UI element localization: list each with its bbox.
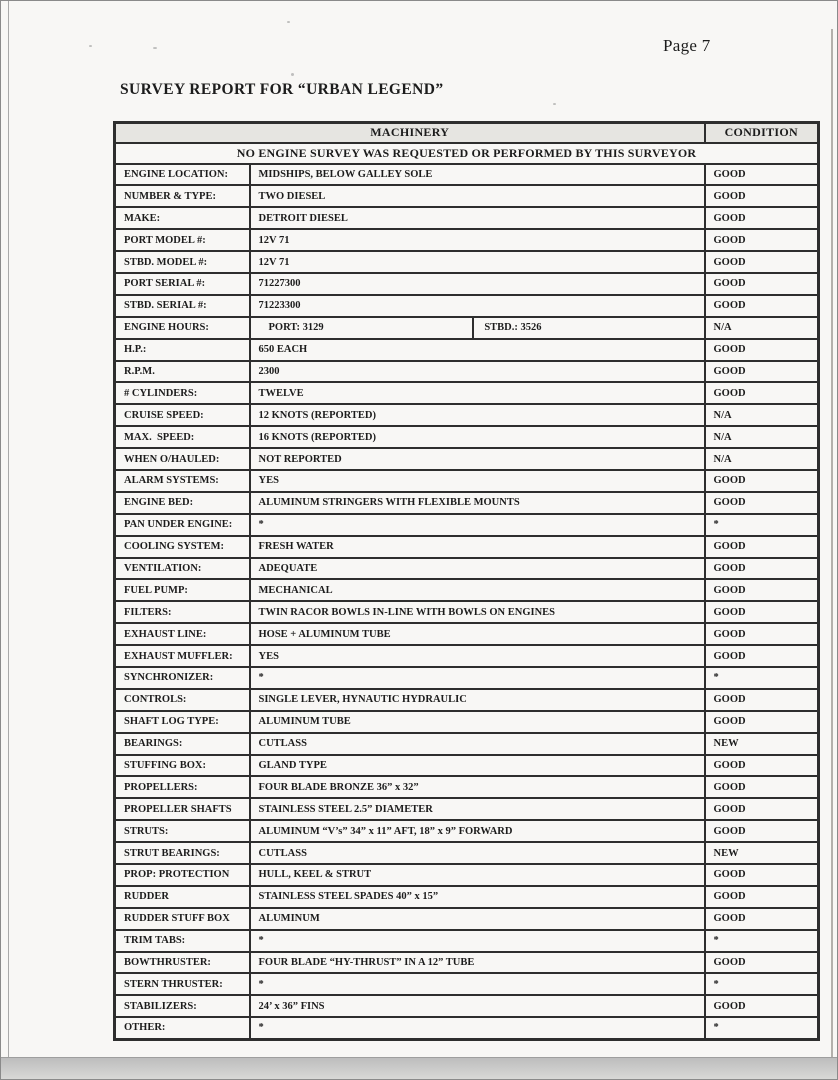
row-condition: * <box>705 973 819 995</box>
row-value: * <box>250 973 705 995</box>
table-row <box>115 448 819 470</box>
row-value: DETROIT DIESEL <box>250 207 705 229</box>
row-condition: GOOD <box>705 207 819 229</box>
row-condition: GOOD <box>705 295 819 317</box>
table-row <box>115 952 819 974</box>
row-condition: N/A <box>705 317 819 339</box>
row-condition: GOOD <box>705 864 819 886</box>
row-label: ENGINE LOCATION: <box>115 164 250 186</box>
row-value: CUTLASS <box>250 842 705 864</box>
table-row <box>115 601 819 623</box>
row-condition: GOOD <box>705 601 819 623</box>
row-label: ENGINE BED: <box>115 492 250 514</box>
table-row <box>115 995 819 1017</box>
row-label: COOLING SYSTEM: <box>115 536 250 558</box>
table-row <box>115 164 819 186</box>
row-label: STRUTS: <box>115 820 250 842</box>
row-condition: GOOD <box>705 273 819 295</box>
row-condition: GOOD <box>705 382 819 404</box>
row-value: 650 EACH <box>250 339 705 361</box>
table-row <box>115 776 819 798</box>
row-condition: GOOD <box>705 645 819 667</box>
row-value: YES <box>250 470 705 492</box>
row-label: STBD. MODEL #: <box>115 251 250 273</box>
table-row <box>115 908 819 930</box>
notice-row <box>115 143 819 164</box>
row-value: 12 KNOTS (REPORTED) <box>250 404 705 426</box>
machinery-table <box>113 121 820 1041</box>
row-label: PORT SERIAL #: <box>115 273 250 295</box>
row-condition: GOOD <box>705 251 819 273</box>
row-value: 12V 71 <box>250 229 705 251</box>
scan-speck <box>553 103 556 105</box>
row-value: FOUR BLADE BRONZE 36” x 32” <box>250 776 705 798</box>
row-condition: GOOD <box>705 776 819 798</box>
row-label: EXHAUST LINE: <box>115 623 250 645</box>
row-label: FILTERS: <box>115 601 250 623</box>
row-value: ALUMINUM <box>250 908 705 930</box>
row-value: 2300 <box>250 361 705 383</box>
row-value: FRESH WATER <box>250 536 705 558</box>
row-label: MAX. SPEED: <box>115 426 250 448</box>
row-label: MAKE: <box>115 207 250 229</box>
row-value: * <box>250 667 705 689</box>
scan-edge-right <box>831 29 833 1059</box>
table-row <box>115 536 819 558</box>
row-condition: GOOD <box>705 689 819 711</box>
table-row <box>115 930 819 952</box>
row-label: ENGINE HOURS: <box>115 317 250 339</box>
row-condition: GOOD <box>705 229 819 251</box>
row-value: MIDSHIPS, BELOW GALLEY SOLE <box>250 164 705 186</box>
row-condition: * <box>705 1017 819 1039</box>
row-value: HOSE + ALUMINUM TUBE <box>250 623 705 645</box>
row-condition: GOOD <box>705 536 819 558</box>
row-label: STRUT BEARINGS: <box>115 842 250 864</box>
row-label: EXHAUST MUFFLER: <box>115 645 250 667</box>
table-row <box>115 623 819 645</box>
table-row <box>115 295 819 317</box>
table-row <box>115 207 819 229</box>
row-condition: GOOD <box>705 339 819 361</box>
page-number: Page 7 <box>663 36 711 55</box>
row-value: 16 KNOTS (REPORTED) <box>250 426 705 448</box>
table-row <box>115 842 819 864</box>
row-value: STAINLESS STEEL 2.5” DIAMETER <box>250 798 705 820</box>
table-row <box>115 229 819 251</box>
row-value-stbd: STBD.: 3526 <box>484 322 542 334</box>
table-row <box>115 514 819 536</box>
row-condition: * <box>705 667 819 689</box>
row-label: SHAFT LOG TYPE: <box>115 711 250 733</box>
row-label: STUFFING BOX: <box>115 755 250 777</box>
row-label: ALARM SYSTEMS: <box>115 470 250 492</box>
row-value: MECHANICAL <box>250 579 705 601</box>
row-condition: GOOD <box>705 755 819 777</box>
row-label: H.P.: <box>115 339 250 361</box>
row-value: NOT REPORTED <box>250 448 705 470</box>
row-condition: GOOD <box>705 798 819 820</box>
row-value: SINGLE LEVER, HYNAUTIC HYDRAULIC <box>250 689 705 711</box>
row-condition: GOOD <box>705 361 819 383</box>
scan-speck <box>287 21 290 23</box>
row-value: CUTLASS <box>250 733 705 755</box>
row-value: 24’ x 36” FINS <box>250 995 705 1017</box>
row-condition: N/A <box>705 426 819 448</box>
row-value: FOUR BLADE “HY-THRUST” IN A 12” TUBE <box>250 952 705 974</box>
row-value: TWIN RACOR BOWLS IN-LINE WITH BOWLS ON ENGINES <box>250 601 705 623</box>
row-label: STABILIZERS: <box>115 995 250 1017</box>
row-condition: * <box>705 930 819 952</box>
row-label: SYNCHRONIZER: <box>115 667 250 689</box>
row-label: TRIM TABS: <box>115 930 250 952</box>
row-value: 71227300 <box>250 273 705 295</box>
row-condition: N/A <box>705 448 819 470</box>
row-value: 71223300 <box>250 295 705 317</box>
row-label: PAN UNDER ENGINE: <box>115 514 250 536</box>
row-value: ALUMINUM TUBE <box>250 711 705 733</box>
row-label: PROP: PROTECTION <box>115 864 250 886</box>
row-label: PROPELLERS: <box>115 776 250 798</box>
table-row <box>115 492 819 514</box>
table-row <box>115 645 819 667</box>
table-row <box>115 755 819 777</box>
row-condition: GOOD <box>705 908 819 930</box>
table-row <box>115 886 819 908</box>
table-row <box>115 317 819 339</box>
table-row <box>115 382 819 404</box>
row-value: GLAND TYPE <box>250 755 705 777</box>
scan-edge-bottom <box>1 1057 838 1080</box>
table-row <box>115 251 819 273</box>
row-label: BOWTHRUSTER: <box>115 952 250 974</box>
row-label: # CYLINDERS: <box>115 382 250 404</box>
row-value: HULL, KEEL & STRUT <box>250 864 705 886</box>
row-condition: GOOD <box>705 995 819 1017</box>
condition-header: CONDITION <box>705 123 819 143</box>
scan-speck <box>291 73 294 76</box>
row-value: TWELVE <box>250 382 705 404</box>
table-row <box>115 798 819 820</box>
row-condition: GOOD <box>705 952 819 974</box>
row-condition: GOOD <box>705 886 819 908</box>
row-value: STAINLESS STEEL SPADES 40” x 15” <box>250 886 705 908</box>
row-label: CONTROLS: <box>115 689 250 711</box>
row-condition: GOOD <box>705 711 819 733</box>
row-label: WHEN O/HAULED: <box>115 448 250 470</box>
row-value: * <box>250 1017 705 1039</box>
row-condition: GOOD <box>705 579 819 601</box>
table-row <box>115 711 819 733</box>
table-row <box>115 558 819 580</box>
scan-edge-left <box>8 1 9 1080</box>
row-label: R.P.M. <box>115 361 250 383</box>
row-label: FUEL PUMP: <box>115 579 250 601</box>
row-condition: N/A <box>705 404 819 426</box>
row-label: RUDDER <box>115 886 250 908</box>
machinery-table-body <box>115 123 819 1040</box>
row-condition: GOOD <box>705 185 819 207</box>
row-condition: GOOD <box>705 820 819 842</box>
notice-text: NO ENGINE SURVEY WAS REQUESTED OR PERFORMED BY THIS SURVEYOR <box>115 143 819 164</box>
row-label: VENTILATION: <box>115 558 250 580</box>
machinery-header: MACHINERY <box>115 123 705 143</box>
table-row <box>115 470 819 492</box>
row-label: OTHER: <box>115 1017 250 1039</box>
row-label: PORT MODEL #: <box>115 229 250 251</box>
row-value: * <box>250 514 705 536</box>
row-condition: NEW <box>705 842 819 864</box>
report-title: SURVEY REPORT FOR “URBAN LEGEND” <box>120 81 444 98</box>
scan-speck <box>89 45 92 47</box>
table-row <box>115 1017 819 1039</box>
row-value: YES <box>250 645 705 667</box>
table-row <box>115 273 819 295</box>
row-condition: GOOD <box>705 623 819 645</box>
table-row <box>115 820 819 842</box>
row-label: PROPELLER SHAFTS <box>115 798 250 820</box>
scan-speck <box>153 47 157 49</box>
table-row <box>115 689 819 711</box>
table-row <box>115 864 819 886</box>
table-row <box>115 579 819 601</box>
row-value: * <box>250 930 705 952</box>
table-header-row <box>115 123 819 143</box>
row-condition: NEW <box>705 733 819 755</box>
table-row <box>115 973 819 995</box>
row-label: STBD. SERIAL #: <box>115 295 250 317</box>
row-label: CRUISE SPEED: <box>115 404 250 426</box>
table-row <box>115 185 819 207</box>
row-condition: GOOD <box>705 164 819 186</box>
row-value-port: PORT: 3129 <box>259 318 475 338</box>
row-label: STERN THRUSTER: <box>115 973 250 995</box>
row-value: ALUMINUM STRINGERS WITH FLEXIBLE MOUNTS <box>250 492 705 514</box>
row-label: NUMBER & TYPE: <box>115 185 250 207</box>
table-row <box>115 733 819 755</box>
row-value: 12V 71 <box>250 251 705 273</box>
table-row <box>115 404 819 426</box>
row-label: RUDDER STUFF BOX <box>115 908 250 930</box>
table-row <box>115 426 819 448</box>
table-row <box>115 339 819 361</box>
row-condition: GOOD <box>705 492 819 514</box>
row-label: BEARINGS: <box>115 733 250 755</box>
row-value: ALUMINUM “V’s” 34” x 11” AFT, 18” x 9” FORWARD <box>250 820 705 842</box>
row-value: ADEQUATE <box>250 558 705 580</box>
table-row <box>115 667 819 689</box>
table-row <box>115 361 819 383</box>
row-condition: GOOD <box>705 470 819 492</box>
row-value: TWO DIESEL <box>250 185 705 207</box>
row-condition: * <box>705 514 819 536</box>
row-value-split <box>250 317 705 339</box>
row-condition: GOOD <box>705 558 819 580</box>
